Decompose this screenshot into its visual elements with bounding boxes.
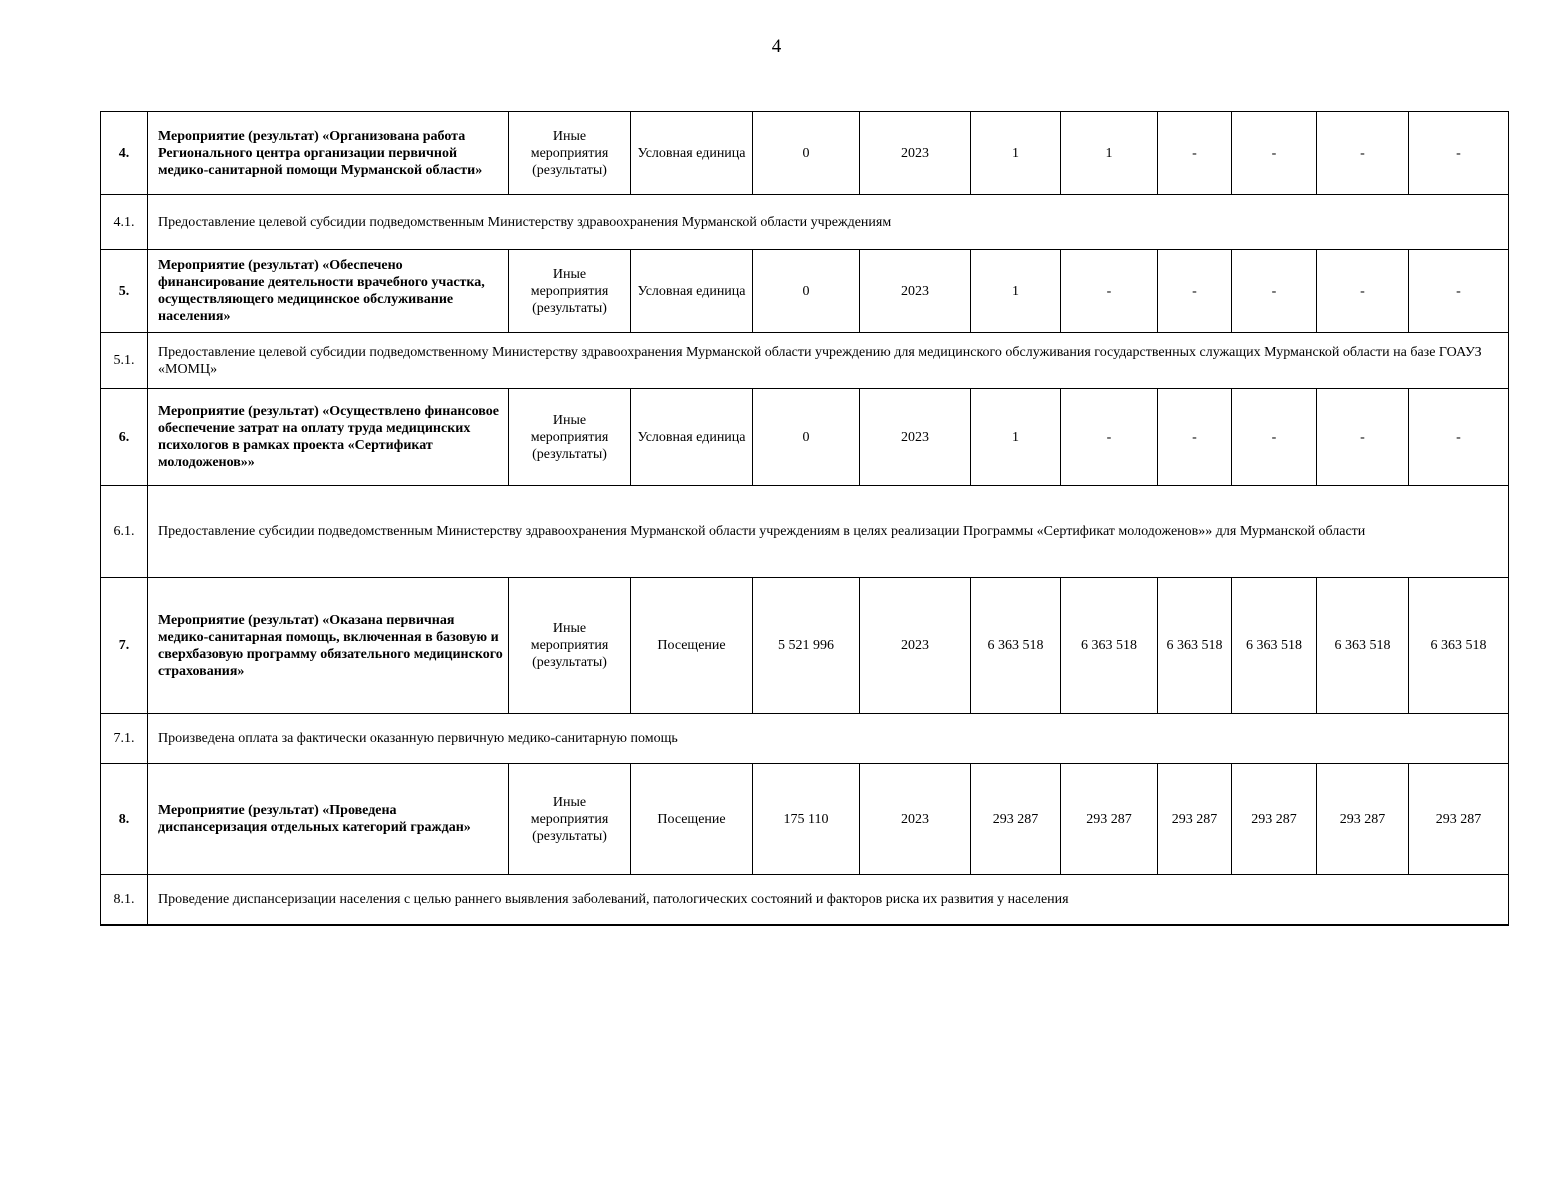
year-value: 1 bbox=[971, 389, 1061, 486]
year-value: 6 363 518 bbox=[1409, 578, 1509, 714]
base-value: 0 bbox=[753, 389, 860, 486]
sub-row-number: 5.1. bbox=[101, 333, 148, 389]
year-value: - bbox=[1158, 112, 1232, 195]
year-value: 293 287 bbox=[1232, 764, 1317, 875]
table-row-sub-6-1 bbox=[101, 486, 1509, 578]
measure-type: Иные мероприятия (результаты) bbox=[509, 389, 631, 486]
year-value: - bbox=[1158, 250, 1232, 333]
measure-type: Иные мероприятия (результаты) bbox=[509, 764, 631, 875]
table-row-measure-4 bbox=[101, 112, 1509, 195]
year-value: - bbox=[1232, 389, 1317, 486]
year-value: 6 363 518 bbox=[1317, 578, 1409, 714]
year-value: - bbox=[1409, 389, 1509, 486]
year-value: 6 363 518 bbox=[1158, 578, 1232, 714]
year-value: - bbox=[1232, 250, 1317, 333]
year-value: 293 287 bbox=[1061, 764, 1158, 875]
year-value: - bbox=[1409, 250, 1509, 333]
measure-type: Иные мероприятия (результаты) bbox=[509, 250, 631, 333]
year-value: 6 363 518 bbox=[1061, 578, 1158, 714]
year-value: 293 287 bbox=[1317, 764, 1409, 875]
sub-row-number: 4.1. bbox=[101, 195, 148, 250]
base-year: 2023 bbox=[860, 764, 971, 875]
base-year: 2023 bbox=[860, 250, 971, 333]
sub-row-text: Проведение диспансеризации населения с целью раннего выявления заболеваний, патологических состояний и факторов риска их развития у населения bbox=[148, 875, 1509, 925]
sub-row-text: Предоставление субсидии подведомственным Министерству здравоохранения Мурманской области учреждениям в целях реализации Программы «Сертификат молодоженов»» для Мурманской области bbox=[148, 486, 1509, 578]
row-number: 7. bbox=[101, 578, 148, 714]
measure-unit: Условная единица bbox=[631, 112, 753, 195]
sub-row-text: Предоставление целевой субсидии подведомственным Министерству здравоохранения Мурманской области учреждениям bbox=[148, 195, 1509, 250]
year-value: 293 287 bbox=[1409, 764, 1509, 875]
year-value: - bbox=[1061, 389, 1158, 486]
row-number: 5. bbox=[101, 250, 148, 333]
row-number: 6. bbox=[101, 389, 148, 486]
year-value: 6 363 518 bbox=[1232, 578, 1317, 714]
measure-title: Мероприятие (результат) «Оказана первичная медико-санитарная помощь, включенная в базовую и сверхбазовую программу обязательного медицинского страхования» bbox=[148, 578, 509, 714]
year-value: - bbox=[1158, 389, 1232, 486]
measure-title: Мероприятие (результат) «Осуществлено финансовое обеспечение затрат на оплату труда медицинских психологов в рамках проекта «Сертификат молодоженов»» bbox=[148, 389, 509, 486]
year-value: 1 bbox=[1061, 112, 1158, 195]
page-number: 4 bbox=[771, 36, 782, 57]
year-value: - bbox=[1317, 389, 1409, 486]
year-value: - bbox=[1317, 250, 1409, 333]
measure-unit: Условная единица bbox=[631, 389, 753, 486]
row-number: 4. bbox=[101, 112, 148, 195]
year-value: 293 287 bbox=[971, 764, 1061, 875]
table-row-measure-8 bbox=[101, 764, 1509, 875]
base-value: 175 110 bbox=[753, 764, 860, 875]
table-row-measure-5 bbox=[101, 250, 1509, 333]
measure-unit: Посещение bbox=[631, 578, 753, 714]
year-value: - bbox=[1061, 250, 1158, 333]
sub-row-number: 8.1. bbox=[101, 875, 148, 925]
base-value: 5 521 996 bbox=[753, 578, 860, 714]
year-value: 1 bbox=[971, 250, 1061, 333]
base-year: 2023 bbox=[860, 389, 971, 486]
measure-title: Мероприятие (результат) «Организована работа Регионального центра организации первичной медико-санитарной помощи Мурманской области» bbox=[148, 112, 509, 195]
table-row-sub-5-1 bbox=[101, 333, 1509, 389]
table-row-measure-6 bbox=[101, 389, 1509, 486]
year-value: 1 bbox=[971, 112, 1061, 195]
year-value: 6 363 518 bbox=[971, 578, 1061, 714]
base-value: 0 bbox=[753, 250, 860, 333]
sub-row-number: 6.1. bbox=[101, 486, 148, 578]
measure-type: Иные мероприятия (результаты) bbox=[509, 578, 631, 714]
sub-row-text: Произведена оплата за фактически оказанную первичную медико-санитарную помощь bbox=[148, 714, 1509, 764]
year-value: - bbox=[1232, 112, 1317, 195]
measure-unit: Условная единица bbox=[631, 250, 753, 333]
measure-title: Мероприятие (результат) «Проведена диспансеризация отдельных категорий граждан» bbox=[148, 764, 509, 875]
base-year: 2023 bbox=[860, 578, 971, 714]
year-value: - bbox=[1317, 112, 1409, 195]
measures-table bbox=[100, 111, 1509, 926]
row-number: 8. bbox=[101, 764, 148, 875]
measure-title: Мероприятие (результат) «Обеспечено финансирование деятельности врачебного участка, осуществляющего медицинское обслуживание населения» bbox=[148, 250, 509, 333]
sub-row-text: Предоставление целевой субсидии подведомственному Министерству здравоохранения Мурманской области учреждению для медицинского обслуживания государственных служащих Мурманской области на базе ГОАУЗ «МОМЦ» bbox=[148, 333, 1509, 389]
table-row-sub-4-1 bbox=[101, 195, 1509, 250]
measure-unit: Посещение bbox=[631, 764, 753, 875]
table-row-measure-7 bbox=[101, 578, 1509, 714]
measure-type: Иные мероприятия (результаты) bbox=[509, 112, 631, 195]
table-row-sub-7-1 bbox=[101, 714, 1509, 764]
year-value: 293 287 bbox=[1158, 764, 1232, 875]
sub-row-number: 7.1. bbox=[101, 714, 148, 764]
year-value: - bbox=[1409, 112, 1509, 195]
base-year: 2023 bbox=[860, 112, 971, 195]
base-value: 0 bbox=[753, 112, 860, 195]
table-row-sub-8-1 bbox=[101, 875, 1509, 925]
